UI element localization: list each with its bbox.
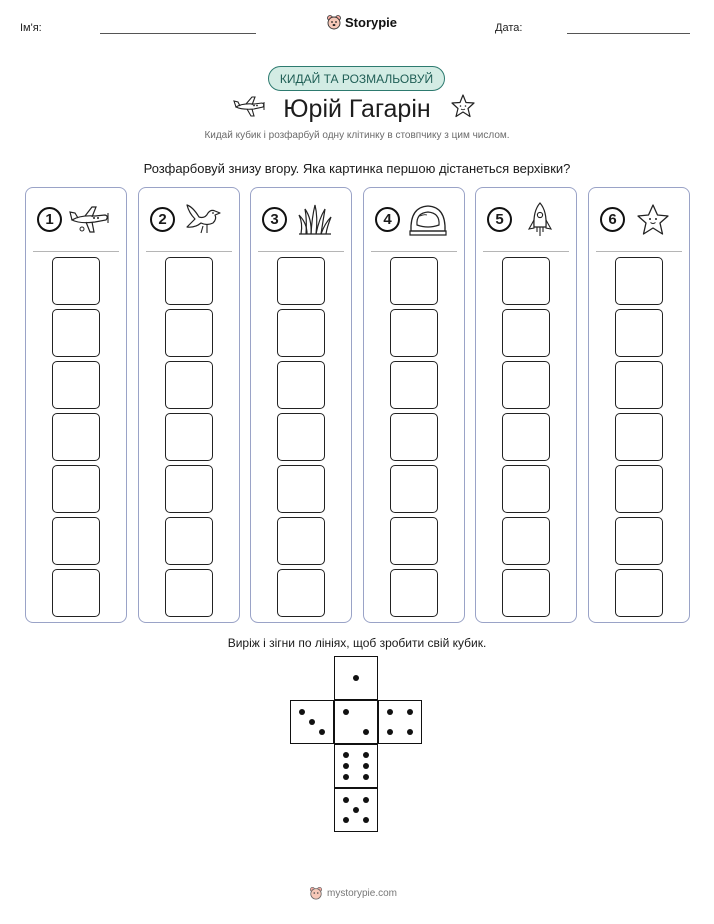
- column-header: [251, 188, 351, 252]
- color-cell[interactable]: [502, 569, 550, 617]
- footer: [309, 886, 397, 900]
- pip: [407, 729, 413, 735]
- color-cell[interactable]: [390, 257, 438, 305]
- color-cell[interactable]: [277, 257, 325, 305]
- color-cell[interactable]: [615, 465, 663, 513]
- color-cell[interactable]: [277, 569, 325, 617]
- pip: [343, 763, 349, 769]
- color-cell[interactable]: [277, 361, 325, 409]
- pip: [363, 797, 369, 803]
- column-number: 5: [487, 207, 512, 232]
- column-4: [363, 187, 465, 623]
- pip: [363, 817, 369, 823]
- column-1: [25, 187, 127, 623]
- grass-icon: [293, 201, 337, 239]
- color-cell[interactable]: [615, 361, 663, 409]
- color-cell[interactable]: [390, 569, 438, 617]
- column-number: 3: [262, 207, 287, 232]
- column-number: 6: [600, 207, 625, 232]
- color-cell[interactable]: [165, 413, 213, 461]
- color-cell[interactable]: [615, 257, 663, 305]
- pip: [363, 774, 369, 780]
- pip: [407, 709, 413, 715]
- color-cell[interactable]: [502, 361, 550, 409]
- column-number: 2: [150, 207, 175, 232]
- bird-icon: [181, 201, 225, 239]
- color-cell[interactable]: [277, 413, 325, 461]
- pip: [309, 719, 315, 725]
- column-header: [589, 188, 689, 252]
- pip: [363, 763, 369, 769]
- pip: [343, 752, 349, 758]
- color-cell[interactable]: [502, 257, 550, 305]
- column-5: [475, 187, 577, 623]
- die-face-5: [334, 788, 378, 832]
- die-face-1: [334, 656, 378, 700]
- column-number: 4: [375, 207, 400, 232]
- color-cell[interactable]: [52, 569, 100, 617]
- bear-logo-icon: [309, 886, 323, 900]
- cut-instruction: Виріж і зігни по лініях, щоб зробити свій кубик.: [227, 636, 487, 650]
- star-icon: [631, 201, 675, 239]
- column-2: [138, 187, 240, 623]
- pip: [387, 729, 393, 735]
- column-divider: [258, 251, 344, 252]
- color-cell[interactable]: [277, 465, 325, 513]
- color-cell[interactable]: [52, 413, 100, 461]
- column-divider: [146, 251, 232, 252]
- pip: [353, 675, 359, 681]
- color-cell[interactable]: [277, 517, 325, 565]
- pip: [387, 709, 393, 715]
- date-field-line[interactable]: [567, 33, 690, 34]
- die-face-6: [334, 744, 378, 788]
- footer-url[interactable]: mystorypie.com: [327, 887, 398, 899]
- pip: [363, 729, 369, 735]
- color-cell[interactable]: [52, 465, 100, 513]
- color-cell[interactable]: [277, 309, 325, 357]
- column-number: 1: [37, 207, 62, 232]
- color-cell[interactable]: [165, 257, 213, 305]
- color-cell[interactable]: [502, 465, 550, 513]
- column-header: [139, 188, 239, 252]
- color-cell[interactable]: [165, 361, 213, 409]
- color-cell[interactable]: [390, 465, 438, 513]
- airplane-icon: [68, 201, 112, 239]
- column-header: [26, 188, 126, 252]
- name-label: Ім'я:: [20, 22, 42, 34]
- pip: [299, 709, 305, 715]
- pip: [343, 774, 349, 780]
- column-3: [250, 187, 352, 623]
- instruction: Розфарбовуй знизу вгору. Яка картинка першою дістанеться верхівки?: [143, 161, 571, 176]
- column-header: [364, 188, 464, 252]
- color-cell[interactable]: [502, 309, 550, 357]
- pip: [343, 709, 349, 715]
- color-cell[interactable]: [52, 257, 100, 305]
- color-cell[interactable]: [390, 517, 438, 565]
- activity-badge: КИДАЙ ТА РОЗМАЛЬОВУЙ: [268, 66, 445, 91]
- color-cell[interactable]: [165, 517, 213, 565]
- storypie-logo: [326, 14, 397, 30]
- subtitle: Кидай кубик і розфарбуй одну клітинку в стовпчику з цим числом.: [204, 130, 510, 141]
- pip: [363, 752, 369, 758]
- die-face-2: [334, 700, 378, 744]
- column-6: [588, 187, 690, 623]
- name-field-line[interactable]: [100, 33, 256, 34]
- die-face-3: [290, 700, 334, 744]
- color-cell[interactable]: [615, 517, 663, 565]
- pip: [343, 817, 349, 823]
- color-cell[interactable]: [390, 309, 438, 357]
- color-cell[interactable]: [52, 361, 100, 409]
- color-cell[interactable]: [615, 309, 663, 357]
- color-cell[interactable]: [165, 569, 213, 617]
- astronaut-helmet-icon: [406, 201, 450, 239]
- color-cell[interactable]: [502, 517, 550, 565]
- pip: [353, 807, 359, 813]
- star-icon: [449, 92, 477, 120]
- color-cell[interactable]: [615, 413, 663, 461]
- color-cell[interactable]: [165, 465, 213, 513]
- bear-logo-icon: [326, 14, 342, 30]
- color-cell[interactable]: [165, 309, 213, 357]
- rocket-icon: [518, 201, 562, 241]
- color-cell[interactable]: [390, 413, 438, 461]
- color-cell[interactable]: [615, 569, 663, 617]
- logo-text: Storypie: [345, 14, 398, 30]
- column-divider: [371, 251, 457, 252]
- date-label: Дата:: [495, 22, 523, 34]
- die-face-4: [378, 700, 422, 744]
- column-divider: [33, 251, 119, 252]
- column-divider: [483, 251, 569, 252]
- column-header: [476, 188, 576, 252]
- column-divider: [596, 251, 682, 252]
- page-title: Юрій Гагарін: [283, 95, 431, 123]
- color-cell[interactable]: [502, 413, 550, 461]
- color-cell[interactable]: [52, 309, 100, 357]
- pip: [319, 729, 325, 735]
- color-cell[interactable]: [52, 517, 100, 565]
- pip: [343, 797, 349, 803]
- color-cell[interactable]: [390, 361, 438, 409]
